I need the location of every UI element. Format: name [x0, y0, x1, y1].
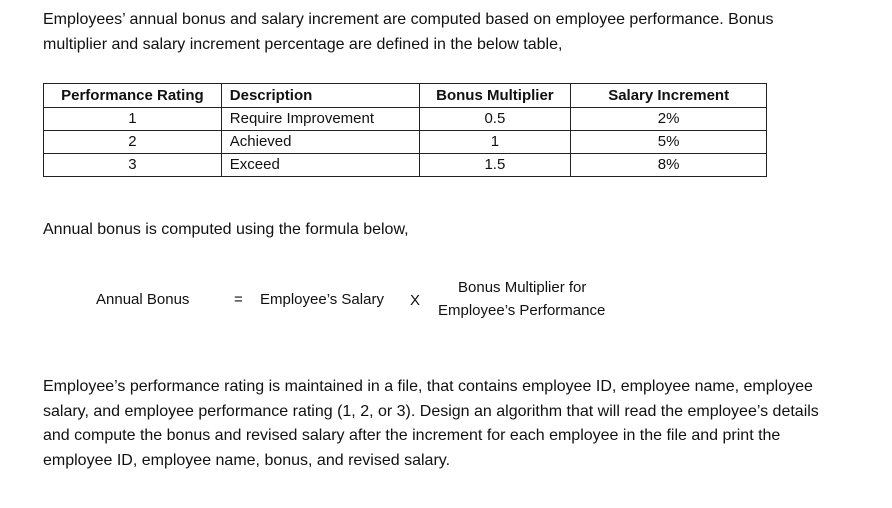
performance-rating-table: [43, 83, 767, 177]
cell-rating: 2: [44, 131, 222, 154]
table-row: [44, 108, 767, 131]
intro-paragraph: [43, 8, 774, 57]
closing-line-2: salary, and employee performance rating (1, 2, or 3). Design an algorithm that will read the employee’s details: [43, 402, 819, 420]
cell-rating: 1: [44, 108, 222, 131]
formula-multiply-sign: X: [410, 292, 421, 309]
closing-line-4: employee ID, employee name, bonus, and revised salary.: [43, 451, 451, 469]
table-row: [44, 131, 767, 154]
formula-salary-term: Employee’s Salary: [260, 291, 384, 308]
formula-intro-text: Annual bonus is computed using the formula below,: [43, 221, 409, 238]
cell-salary-increment: 2%: [571, 108, 767, 131]
formula-lhs: Annual Bonus: [96, 291, 190, 308]
closing-line-3: and compute the bonus and revised salary after the increment for each employee in the file and print the: [43, 427, 781, 444]
cell-salary-increment: 5%: [571, 131, 767, 154]
cell-rating: 3: [44, 154, 222, 177]
header-salary-increment: Salary Increment: [571, 84, 767, 108]
formula-multiplier-line-2: Employee’s Performance: [438, 302, 606, 319]
header-bonus-multiplier: Bonus Multiplier: [419, 84, 571, 108]
cell-bonus-multiplier: 0.5: [419, 108, 571, 131]
cell-description: Require Improvement: [221, 108, 419, 131]
header-performance-rating: Performance Rating: [44, 84, 222, 108]
cell-description: Achieved: [221, 131, 419, 154]
closing-paragraph: [43, 375, 819, 473]
table-header-row: [44, 84, 767, 108]
cell-bonus-multiplier: 1.5: [419, 154, 571, 177]
cell-description: Exceed: [221, 154, 419, 177]
header-description: Description: [221, 84, 419, 108]
formula-multiplier-line-1: Bonus Multiplier for: [458, 279, 587, 296]
intro-line-1: Employees’ annual bonus and salary increment are computed based on employee performance. Bonus: [43, 11, 774, 28]
formula-equals: =: [234, 291, 243, 308]
closing-line-1: Employee’s performance rating is maintained in a file, that contains employee ID, employee name, employee: [43, 378, 813, 395]
cell-salary-increment: 8%: [571, 154, 767, 177]
table-row: [44, 154, 767, 177]
intro-line-2: multiplier and salary increment percentage are defined in the below table,: [43, 35, 563, 53]
cell-bonus-multiplier: 1: [419, 131, 571, 154]
